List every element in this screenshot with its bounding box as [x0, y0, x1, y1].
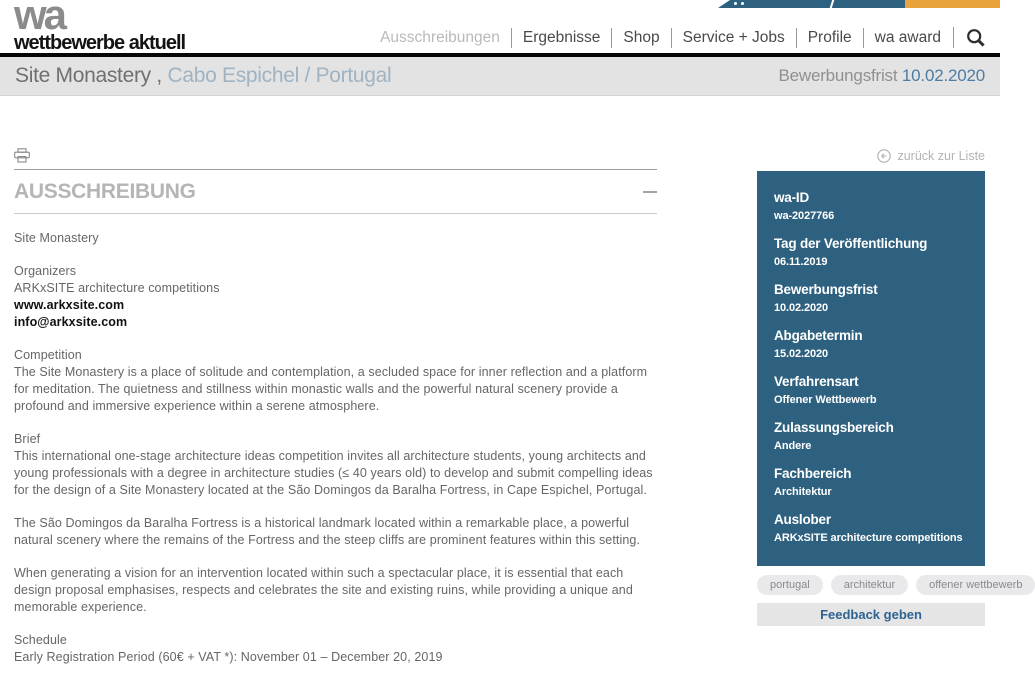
deadline — [778, 66, 985, 86]
logo-subtitle: wettbewerbe aktuell — [14, 32, 186, 55]
deadline-label: Bewerbungsfrist — [778, 66, 902, 85]
info-field-value: 10.02.2020 — [774, 302, 829, 314]
divider — [14, 213, 657, 214]
back-to-list-link[interactable] — [757, 149, 985, 163]
info-field-label: wa-ID — [774, 190, 810, 205]
text-line: Brief — [14, 432, 41, 446]
section-title: AUSSCHREIBUNG — [14, 180, 196, 203]
text-line: Early Registration Period (60€ + VAT *): November 01 – December 20, 2019 — [14, 650, 443, 664]
text-line: ARKxSITE architecture competitions — [14, 281, 220, 295]
info-field-value: 15.02.2020 — [774, 348, 829, 360]
info-field-label: Auslober — [774, 512, 831, 527]
info-field-value: Offener Wettbewerb — [774, 394, 877, 406]
text-line: Competition — [14, 348, 82, 362]
inline-link[interactable]: info@arkxsite.com — [14, 315, 128, 329]
partial-banner-right — [905, 0, 1000, 8]
info-field-label: Zulassungsbereich — [774, 420, 894, 435]
back-circle-arrow-icon — [877, 149, 891, 163]
info-field — [774, 506, 968, 545]
text-line: This international one-stage architecture ideas competition invites all architecture students, young architects and young professionals with a degree in architecture studies (≤ 40 years old) to develop and submit compelling ideas for the design of a Site Monastery located at the São Domingos da Baralha Fortress, in Cape Espichel, Portugal. — [14, 449, 653, 497]
nav-item-ergebnisse[interactable]: Ergebnisse — [511, 28, 612, 48]
info-field — [774, 184, 968, 223]
paragraph — [14, 347, 657, 415]
logo-mark: wa — [14, 0, 65, 38]
nav-item-wa-award[interactable]: wa award — [863, 28, 952, 48]
text-line: When generating a vision for an intervention located within such a spectacular place, it is essential that each design proposal emphasises, respects and celebrates the site and existing ruins, while providing a unique and memorable experience. — [14, 566, 633, 614]
paragraph — [14, 565, 657, 616]
back-link-label: zurück zur Liste — [897, 149, 985, 163]
paragraph — [14, 632, 657, 666]
project-title: Site Monastery , — [15, 64, 162, 87]
info-field-value: ARKxSITE architecture competitions — [774, 532, 963, 544]
page-title — [15, 64, 391, 88]
article-paragraphs — [14, 230, 657, 666]
text-line: Schedule — [14, 633, 67, 647]
info-field — [774, 460, 968, 499]
text-line: Organizers — [14, 264, 77, 278]
info-field-label: Verfahrensart — [774, 374, 859, 389]
inline-link[interactable]: www.arkxsite.com — [14, 298, 125, 312]
print-button[interactable] — [14, 148, 30, 166]
competition-info-box — [757, 171, 985, 566]
section-head — [14, 170, 657, 213]
nav-item-service-jobs[interactable]: Service + Jobs — [671, 28, 796, 48]
logo[interactable] — [14, 0, 185, 55]
nav-item-ausschreibungen[interactable]: Ausschreibungen — [380, 28, 500, 46]
collapse-section-button[interactable] — [643, 187, 657, 197]
tag-offener-wettbewerb[interactable]: offener wettbewerb — [916, 575, 1035, 595]
paragraph — [14, 515, 657, 549]
banner-dot — [734, 2, 737, 5]
nav-item-shop[interactable]: Shop — [611, 28, 670, 48]
feedback-button[interactable]: Feedback geben — [757, 603, 985, 626]
article — [14, 148, 657, 682]
info-field-value: 06.11.2019 — [774, 256, 828, 268]
info-field — [774, 414, 968, 453]
partial-banner — [718, 0, 1000, 8]
tag-portugal[interactable]: portugal — [757, 575, 823, 595]
info-field — [774, 368, 968, 407]
paragraph — [14, 230, 657, 247]
info-field — [774, 276, 968, 315]
nav-items — [369, 28, 952, 48]
text-line: The Site Monastery is a place of solitude and contemplation, a secluded space for inner reflection and a platform for meditation. The quietness and stillness within monastic walls and the powerful natural scenery provide a profound and immersive experience within a serene atmosphere. — [14, 365, 648, 413]
title-bar — [0, 57, 1000, 96]
paragraph — [14, 431, 657, 499]
info-field-label: Tag der Veröffentlichung — [774, 236, 928, 251]
tags — [757, 575, 1023, 595]
main-nav — [369, 27, 988, 48]
search-button[interactable] — [953, 27, 988, 48]
text-line: Site Monastery — [14, 231, 99, 245]
project-location: Cabo Espichel / Portugal — [161, 64, 392, 87]
info-box-fields — [774, 184, 968, 545]
info-field-label: Bewerbungsfrist — [774, 282, 878, 297]
info-field-value: Architektur — [774, 486, 832, 498]
search-icon — [966, 28, 986, 48]
sidebar — [757, 149, 1023, 626]
info-field — [774, 230, 968, 269]
info-field-label: Fachbereich — [774, 466, 852, 481]
collapse-minus-icon — [643, 191, 657, 193]
nav-item-profile[interactable]: Profile — [796, 28, 863, 48]
paragraph — [14, 263, 657, 331]
deadline-date: 10.02.2020 — [901, 66, 985, 85]
info-field-value: Andere — [774, 440, 812, 452]
info-field-label: Abgabetermin — [774, 328, 863, 343]
printer-icon — [14, 148, 30, 163]
banner-dot — [741, 2, 744, 5]
header — [0, 0, 1000, 57]
tag-architektur[interactable]: architektur — [831, 575, 908, 595]
info-field — [774, 322, 968, 361]
text-line: The São Domingos da Baralha Fortress is a historical landmark located within a remarkable place, a powerful natural scenery where the remains of the Fortress and the steep cliffs are prominent features within this setting. — [14, 516, 641, 547]
print-row — [14, 148, 657, 164]
partial-banner-left — [718, 0, 905, 8]
info-field-value: wa-2027766 — [774, 210, 835, 222]
